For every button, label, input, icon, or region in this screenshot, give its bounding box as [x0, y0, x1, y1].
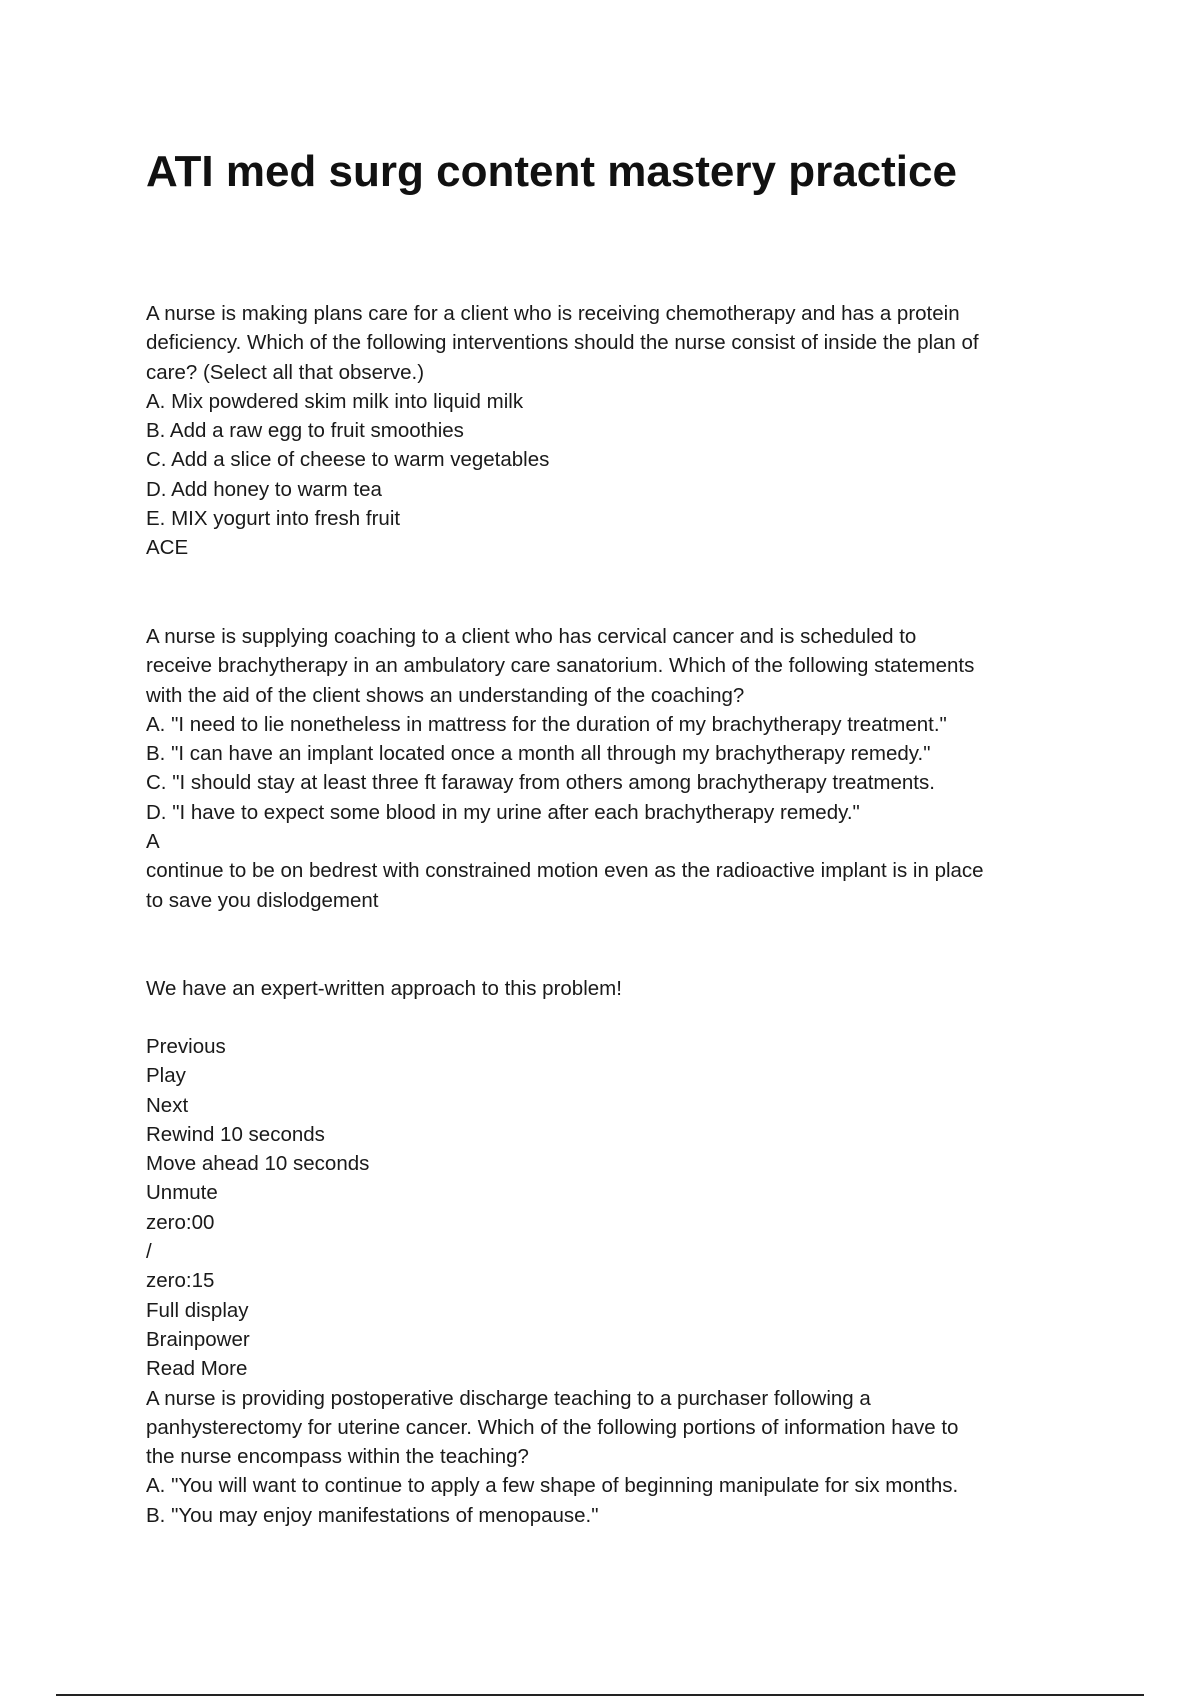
question-1-option-a: A. Mix powdered skim milk into liquid milk	[146, 389, 524, 413]
question-3-stem-line: panhysterectomy for uterine cancer. Which of the following portions of information have to	[146, 1415, 959, 1439]
expert-solution-callout	[146, 974, 1076, 1003]
duration: zero:15	[146, 1269, 215, 1293]
question-1-option-c: C. Add a slice of cheese to warm vegetables	[146, 448, 550, 472]
brand-label: Brainpower	[146, 1327, 250, 1351]
read-more-link[interactable]: Read More	[146, 1357, 248, 1381]
question-2-rationale-line: continue to be on bedrest with constrained motion even as the radioactive implant is in place	[146, 859, 984, 883]
footer-divider	[56, 1694, 1144, 1696]
question-1-option-d: D. Add honey to warm tea	[146, 477, 382, 501]
play-button[interactable]: Play	[146, 1064, 186, 1088]
forward-button[interactable]: Move ahead 10 seconds	[146, 1152, 370, 1176]
question-2-stem-line: with the aid of the client shows an understanding of the coaching?	[146, 683, 745, 707]
unmute-button[interactable]: Unmute	[146, 1181, 218, 1205]
rewind-button[interactable]: Rewind 10 seconds	[146, 1122, 325, 1146]
question-2-option-c: C. "I should stay at least three ft faraway from others among brachytherapy treatments.	[146, 771, 935, 795]
question-3-option-a: A. "You will want to continue to apply a few shape of beginning manipulate for six months.	[146, 1474, 959, 1498]
question-2-option-b: B. "I can have an implant located once a month all through my brachytherapy remedy."	[146, 742, 931, 766]
question-1-option-b: B. Add a raw egg to fruit smoothies	[146, 419, 464, 443]
question-1-stem-line: care? (Select all that observe.)	[146, 360, 425, 384]
question-2-stem-line: receive brachytherapy in an ambulatory care sanatorium. Which of the following statements	[146, 654, 975, 678]
question-3-stem-line: A nurse is providing postoperative discharge teaching to a purchaser following a	[146, 1386, 871, 1410]
question-1-option-e: E. MIX yogurt into fresh fruit	[146, 507, 401, 531]
question-2-rationale-line: to save you dislodgement	[146, 888, 379, 912]
expert-solution-text: We have an expert-written approach to this problem!	[146, 977, 622, 1000]
question-3-option-b: B. "You may enjoy manifestations of menopause."	[146, 1503, 599, 1527]
media-player-text	[146, 1032, 1076, 1530]
question-2-option-a: A. "I need to lie nonetheless in mattress for the duration of my brachytherapy treatment."	[146, 712, 947, 736]
question-1-stem-line: A nurse is making plans care for a client who is receiving chemotherapy and has a protein	[146, 302, 960, 325]
question-1-answer: ACE	[146, 536, 189, 560]
page-title: ATI med surg content mastery practice	[146, 147, 957, 196]
question-1	[146, 299, 1076, 563]
current-time: zero:00	[146, 1210, 215, 1234]
question-2-option-d: D. "I have to expect some blood in my urine after each brachytherapy remedy."	[146, 800, 860, 824]
question-2-answer: A	[146, 830, 160, 854]
time-separator: /	[146, 1240, 152, 1264]
next-button[interactable]: Next	[146, 1093, 189, 1117]
question-1-stem-line: deficiency. Which of the following interventions should the nurse consist of inside the plan of	[146, 331, 979, 355]
question-2	[146, 622, 1076, 915]
question-3-stem-line: the nurse encompass within the teaching?	[146, 1445, 529, 1469]
fullscreen-button[interactable]: Full display	[146, 1298, 249, 1322]
question-2-stem-line: A nurse is supplying coaching to a client who has cervical cancer and is scheduled to	[146, 625, 917, 648]
previous-button[interactable]: Previous	[146, 1035, 226, 1058]
